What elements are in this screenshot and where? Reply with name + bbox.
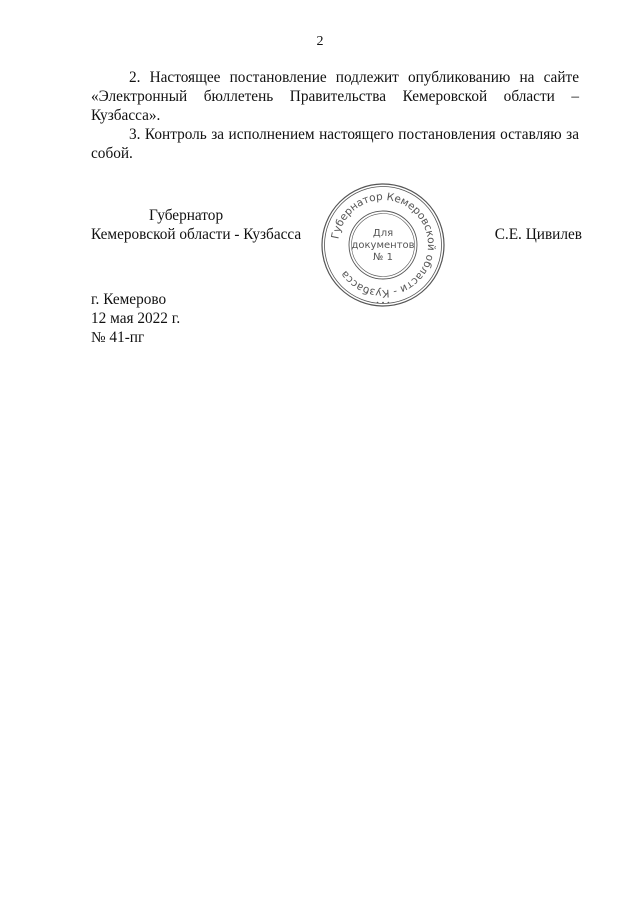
- stamp-center-line2: документов: [351, 240, 415, 251]
- paragraph-publication: 2. Настоящее постановление подлежит опубликованию на сайте «Электронный бюллетень Правительства Кемеровской области – Кузбасса».: [91, 69, 579, 124]
- place-city: г. Кемерово: [91, 291, 167, 308]
- stamp-ring-text: Губернатор Кемеровской области - Кузбасса: [329, 190, 438, 300]
- stamp-ornament: • • •: [375, 300, 391, 307]
- signature-title: [91, 206, 301, 244]
- place-date-block: [91, 290, 180, 347]
- stamp-seal-graphic: [318, 180, 448, 310]
- signature-title-line1: Губернатор: [149, 207, 224, 224]
- page-number: 2: [316, 34, 324, 49]
- stamp-center-line1: Для: [372, 228, 394, 239]
- signature-title-line2: Кемеровской области - Кузбасса: [91, 226, 302, 243]
- document-number: № 41-пг: [91, 329, 145, 346]
- signatory-name: С.Е. Цивилев: [494, 226, 582, 243]
- body-text: [91, 68, 579, 163]
- official-stamp: [318, 180, 448, 310]
- paragraph-control: 3. Контроль за исполнением настоящего постановления оставляю за собой.: [91, 126, 579, 162]
- document-date: 12 мая 2022 г.: [91, 310, 181, 327]
- stamp-center-line3: № 1: [373, 252, 393, 263]
